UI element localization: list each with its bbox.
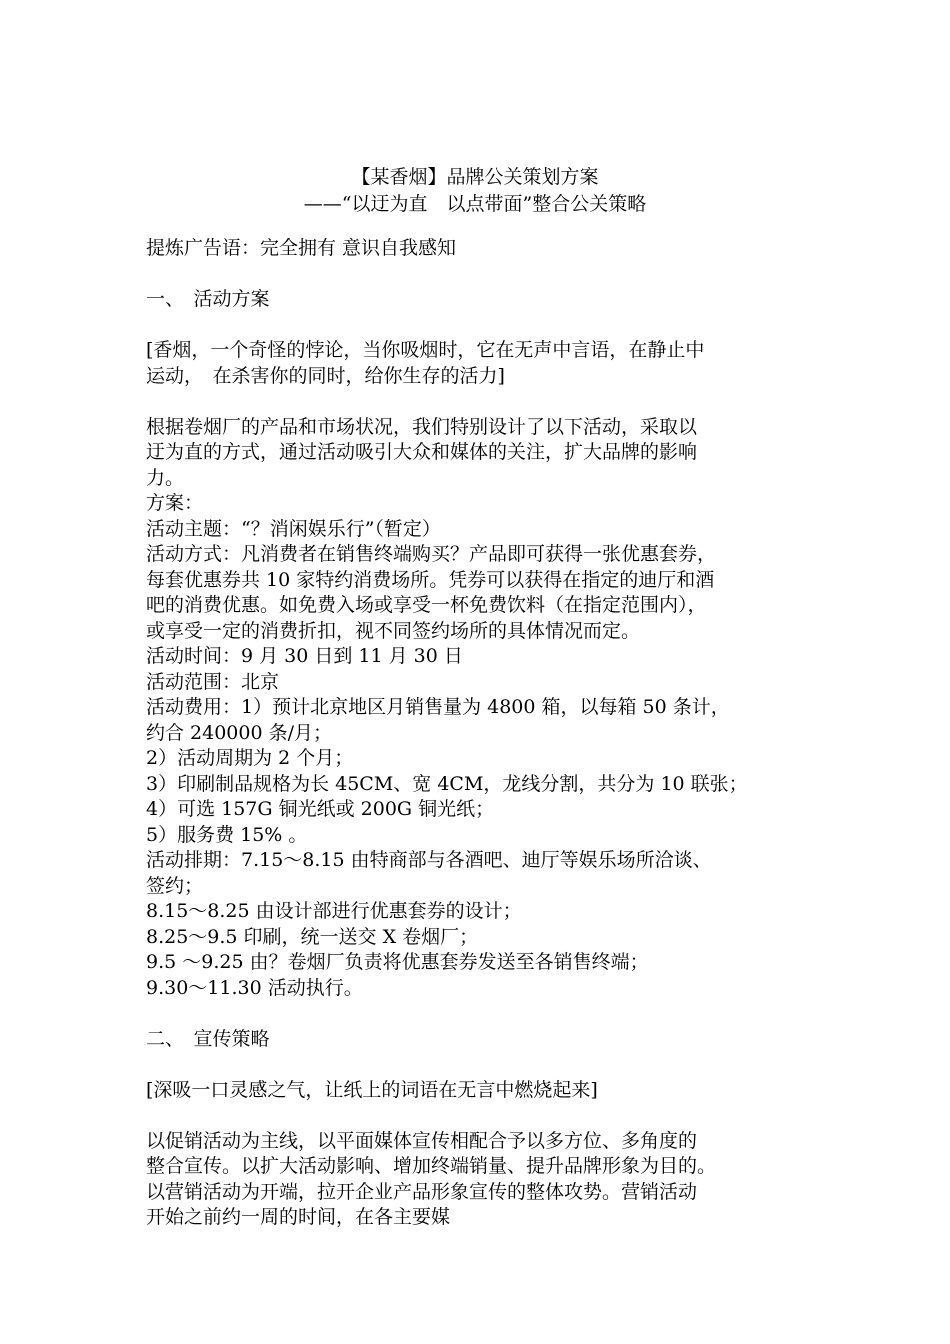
activity-theme: 活动主题：“？消闲娱乐行”（暂定） <box>146 517 441 540</box>
activity-time: 活动时间：9 月 30 日到 11 月 30 日 <box>146 645 463 667</box>
activity-cost-item: 5）服务费 15% 。 <box>146 823 308 846</box>
activity-cost-item: 2）活动周期为 2 个月； <box>146 747 354 769</box>
activity-cost: 活动费用：1）预计北京地区月销售量为 4800 箱，以每箱 50 条计， <box>146 696 730 718</box>
spacer <box>146 1001 816 1027</box>
spacer <box>146 1052 816 1078</box>
activity-intro: 根据卷烟厂的产品和市场状况，我们特别设计了以下活动，采取以 <box>146 415 698 438</box>
promotion-paragraph: 开始之前约一周的时间，在各主要媒 <box>146 1206 451 1228</box>
slogan: 提炼广告语：完全拥有 意识自我感知 <box>146 237 457 259</box>
spacer <box>146 389 816 415</box>
activity-schedule-item: 9.30～11.30 活动执行。 <box>146 976 363 999</box>
activity-method: 每套优惠券共 10 家特约消费场所。凭券可以获得在指定的迪厅和酒 <box>146 568 715 591</box>
activity-quote: [香烟，一个奇怪的悖论，当你吸烟时，它在无声中言语，在静止中 <box>146 339 705 361</box>
activity-schedule: 签约； <box>146 874 204 897</box>
spacer <box>146 1103 816 1129</box>
document-body <box>146 236 816 1231</box>
spacer <box>146 262 816 288</box>
activity-cost-item: 3）印刷制品规格为长 45CM、宽 4CM，龙线分割，共分为 10 联张； <box>146 772 748 795</box>
activity-intro: 力。 <box>146 466 185 489</box>
promotion-paragraph: 以促销活动为主线，以平面媒体宣传相配合予以多方位、多角度的 <box>146 1129 698 1152</box>
activity-cost: 约合 240000 条/月； <box>146 721 333 744</box>
section-heading-promotion: 二、 宣传策略 <box>146 1027 270 1050</box>
activity-intro: 迂为直的方式，通过活动吸引大众和媒体的关注，扩大品牌的影响 <box>146 441 698 463</box>
plan-label: 方案： <box>146 492 204 514</box>
document-title: 【某香烟】品牌公关策划方案 <box>351 166 599 188</box>
activity-cost-item: 4）可选 157G 铜光纸或 200G 铜光纸； <box>146 798 495 820</box>
activity-method: 活动方式：凡消费者在销售终端购买？产品即可获得一张优惠套券， <box>146 543 717 565</box>
promotion-quote: [深吸一口灵感之气，让纸上的词语在无言中燃烧起来] <box>146 1078 598 1101</box>
promotion-paragraph: 整合宣传。以扩大活动影响、增加终端销量、提升品牌形象为目的。 <box>146 1155 717 1177</box>
activity-scope: 活动范围：北京 <box>146 670 280 693</box>
activity-method: 吧的消费优惠。如免费入场或享受一杯免费饮料（在指定范围内）， <box>146 594 707 616</box>
activity-quote: 运动， 在杀害你的同时，给你生存的活力] <box>146 364 505 387</box>
document-subtitle: ——“以迂为直 以点带面”整合公关策略 <box>303 193 647 215</box>
title-block <box>0 164 950 218</box>
activity-schedule: 活动排期：7.15～8.15 由特商部与各酒吧、迪厅等娱乐场所洽谈、 <box>146 849 712 871</box>
activity-schedule-item: 8.15～8.25 由设计部进行优惠套券的设计； <box>146 900 522 922</box>
activity-schedule-item: 9.5 ～9.25 由？卷烟厂负责将优惠套券发送至各销售终端； <box>146 951 649 973</box>
spacer <box>146 313 816 339</box>
section-heading-activity: 一、 活动方案 <box>146 288 270 310</box>
activity-schedule-item: 8.25～9.5 印刷，统一送交 X 卷烟厂； <box>146 925 479 948</box>
activity-method: 或享受一定的消费折扣，视不同签约场所的具体情况而定。 <box>146 619 641 642</box>
promotion-paragraph: 以营销活动为开端，拉开企业产品形象宣传的整体攻势。营销活动 <box>146 1180 698 1203</box>
